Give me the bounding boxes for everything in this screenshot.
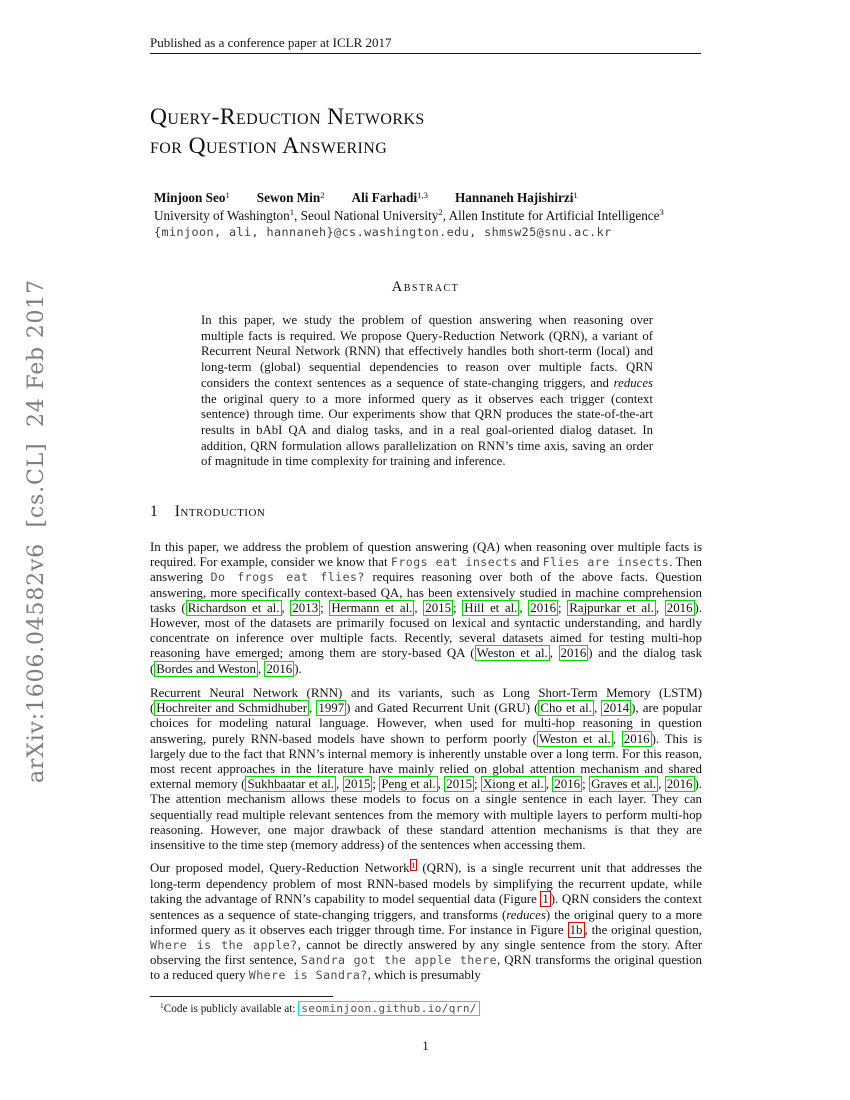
italic-text: reduces — [506, 907, 546, 922]
text-segment: , — [545, 777, 553, 792]
citation-link[interactable]: 2015 — [425, 600, 452, 615]
arxiv-sidebar-label: arXiv:1606.04582v6 [cs.CL] 24 Feb 2017 — [24, 279, 49, 783]
superscript: 1 — [289, 207, 295, 218]
author-emails: {minjoon, ali, hannaneh}@cs.washington.edu, shmsw25@snu.ac.kr — [154, 225, 612, 239]
text-segment: the original query to a more informed query as it observes each trigger (context sentence) through time. Our experiments show that QRN produces the state-of-the-art results in bAbI QA and dialog tasks, and in a real goal-oriented dialog dataset. In addition, QRN formulation allows parallelization on RNN’s time axis, saving an order of magnitude in time complexity for training and inference. — [201, 391, 653, 469]
citation-link[interactable]: Bordes and Weston — [156, 661, 256, 676]
citation-link[interactable]: Rajpurkar et al. — [569, 600, 654, 615]
citation-link[interactable]: Hermann et al. — [331, 600, 413, 615]
citation-link[interactable]: 1997 — [318, 701, 345, 716]
intro-paragraph-3 — [150, 861, 702, 984]
running-header: Published as a conference paper at ICLR 2017 — [150, 35, 392, 50]
superscript: 1 — [160, 1001, 164, 1011]
citation-link[interactable]: 2016 — [554, 777, 581, 792]
superscript: 2 — [438, 207, 443, 218]
url-link[interactable]: seominjoon.github.io/qrn/ — [298, 1001, 480, 1016]
italic-text: reduces — [613, 375, 653, 390]
citation-link[interactable]: 2016 — [560, 646, 587, 661]
text-segment: ). — [294, 661, 302, 676]
author-name: Minjoon Seo — [154, 190, 226, 205]
code-text: Where is the apple? — [150, 938, 298, 953]
text-segment: Code is publicly available at: — [163, 1003, 299, 1015]
text-segment: , which is presumably — [367, 968, 481, 983]
citation-link[interactable]: Graves et al. — [591, 777, 657, 792]
section-heading-introduction — [150, 503, 701, 521]
text-segment: , — [612, 731, 622, 746]
citation-link[interactable]: 2016 — [666, 777, 693, 792]
citation-link[interactable]: 2015 — [446, 777, 473, 792]
footnote-rule — [150, 996, 333, 997]
citation-link[interactable]: Weston et al. — [476, 646, 548, 661]
text-segment: , cannot be directly answered by any single sentence from the story. After observing the first sentence, — [150, 938, 703, 968]
text-segment: and — [517, 555, 543, 570]
intro-paragraph-1 — [150, 540, 702, 677]
text-segment: In this paper, we address the problem of question answering (QA) when reasoning over multiple facts is required. For example, consider we know that — [150, 540, 702, 570]
author-affiliations — [154, 208, 710, 226]
text-segment: University of Washington — [154, 207, 290, 223]
citation-link[interactable]: Hochreiter and Schmidhuber — [156, 701, 308, 716]
footnote-text — [160, 1003, 480, 1015]
text-segment: ; — [320, 600, 330, 615]
text-segment: ; — [372, 777, 380, 792]
text-segment: ; — [582, 777, 590, 792]
author-names — [154, 190, 710, 208]
text-segment: , — [257, 661, 265, 676]
abstract-body — [201, 313, 653, 470]
citation-link[interactable]: Weston et al. — [538, 731, 611, 746]
text-segment: ). However, most of the datasets are primarily focused on lexical and syntactic understanding, and hardly concentrate on inference over multiple facts. Recently, several datasets aimed for testing multi-hop reasoning have emerged; among them are story-based QA ( — [150, 600, 703, 661]
text-segment: requires reasoning over both of the above facts. Question answering, more specifically context-based QA, has been extensively studied in machine comprehension tasks ( — [150, 570, 703, 615]
text-segment: , — [414, 600, 424, 615]
superscript: 3 — [659, 207, 664, 218]
section-title: Introduction — [174, 503, 266, 520]
text-segment: ), are popular choices for modeling natural language. However, when used for multi-hop reasoning in question answering, purely RNN-based models have shown to perform poorly ( — [150, 701, 703, 746]
intro-paragraph-2 — [150, 686, 702, 853]
text-segment: ) and Gated Recurrent Unit (GRU) ( — [346, 701, 539, 716]
text-segment: , — [437, 777, 445, 792]
text-segment: , — [655, 600, 665, 615]
superscript: 1,3 — [417, 189, 429, 200]
author-block — [154, 190, 710, 241]
text-segment: Our proposed model, Query-Reduction Network — [150, 861, 410, 875]
citation-link[interactable]: Richardson et al. — [187, 600, 280, 615]
text-segment: , the original question, — [584, 922, 703, 937]
text-segment: ) the original query to a more informed query as it observes each trigger through time. For instance in Figure — [150, 907, 702, 937]
text-segment: , — [549, 646, 559, 661]
text-segment: In this paper, we study the problem of question answering when reasoning over multiple facts is required. We propose Query-Reduction Network (QRN), a variant of Recurrent Neural Network (RNN) that effectively handles both short-term (local) and long-term (global) sequential dependencies to reason over multiple facts. QRN considers the context sentences as a sequence of state-changing triggers, and — [201, 313, 653, 390]
code-text: Frogs eat insects — [390, 555, 518, 570]
section-number: 1 — [150, 503, 158, 520]
figure-ref-link[interactable]: 1 — [542, 892, 549, 907]
paper-title-line1: Query-Reduction Networks — [150, 104, 425, 130]
text-segment: , — [281, 600, 291, 615]
citation-link[interactable]: 2014 — [603, 701, 630, 716]
citation-link[interactable]: Cho et al. — [540, 701, 592, 716]
code-text: Where is Sandra? — [248, 968, 368, 983]
text-segment: , — [336, 777, 343, 792]
citation-link[interactable]: 2015 — [344, 777, 371, 792]
text-segment: Recurrent Neural Network (RNN) and its variants, such as Long Short-Term Memory (LSTM) ( — [150, 686, 702, 716]
citation-link[interactable]: Xiong et al. — [482, 777, 544, 792]
text-segment: , Allen Institute for Artificial Intelligence — [442, 207, 660, 223]
author-name: Sewon Min — [256, 190, 321, 205]
text-segment: (QRN), is a single recurrent unit that addresses the long-term dependency problem of most RNN-based models by simplifying the recurrent update, while taking the advantage of RNN’s capability to model sequential data (Figure — [150, 861, 703, 907]
superscript: 1 — [573, 189, 578, 200]
text-segment: , — [519, 600, 529, 615]
code-text: Sandra got the apple there — [300, 953, 498, 968]
citation-link[interactable]: 2016 — [266, 661, 293, 676]
text-segment: , — [658, 777, 665, 792]
footnote — [150, 1002, 701, 1015]
citation-link[interactable]: Sukhbaatar et al. — [247, 777, 335, 792]
citation-link[interactable]: Peng et al. — [381, 777, 436, 792]
page-number: 1 — [422, 1038, 429, 1053]
citation-link[interactable]: 2013 — [292, 600, 319, 615]
text-segment: , Seoul National University — [294, 207, 439, 223]
text-segment: ) and the dialog task ( — [150, 646, 703, 676]
abstract-heading: Abstract — [391, 279, 460, 295]
citation-link[interactable]: 2016 — [623, 731, 650, 746]
superscript: 1 — [225, 189, 230, 200]
figure-ref-link[interactable]: 1b — [569, 922, 583, 937]
paper-title-line2: for Question Answering — [150, 133, 388, 159]
text-segment: ). QRN considers the context sentences as a sequence of state-changing triggers, and transforms ( — [150, 892, 702, 922]
code-text: Flies are insects — [542, 555, 670, 570]
superscript: 2 — [320, 189, 325, 200]
author-name: Ali Farhadi — [351, 190, 418, 205]
text-segment: ; — [474, 777, 481, 792]
text-segment: ; — [453, 600, 463, 615]
text-segment: , — [594, 701, 602, 716]
paper-title — [150, 103, 710, 161]
footnote-ref-link[interactable]: 1 — [411, 859, 416, 870]
header-rule — [150, 53, 701, 54]
citation-link[interactable]: Hill et al. — [464, 600, 518, 615]
text-segment: ). The attention mechanism allows these models to focus on a single sentence in each layer. They can sequentially read multiple relevant sentences from the memory with multiple layers to perform multi-hop reasoning. However, one major drawback of these standard attention mechanisms is that they are insensitive to the time step (memory address) of the sentences when accessing them. — [150, 777, 703, 853]
text-segment: ). This is largely due to the fact that RNN’s internal memory is inherently unstable over a long term. For this reason, most recent approaches in the literature have mainly relied on global attention mechanism and shared external memory ( — [150, 731, 702, 792]
author-name: Hannaneh Hajishirzi — [455, 190, 574, 205]
code-text: Do frogs eat flies? — [210, 570, 365, 585]
text-segment: , — [309, 701, 317, 716]
text-segment: . Then answering — [150, 555, 703, 585]
text-segment: ; — [558, 600, 568, 615]
text-segment: , QRN transforms the original question to a reduced query — [150, 953, 702, 983]
citation-link[interactable]: 2016 — [530, 600, 557, 615]
citation-link[interactable]: 2016 — [666, 600, 693, 615]
